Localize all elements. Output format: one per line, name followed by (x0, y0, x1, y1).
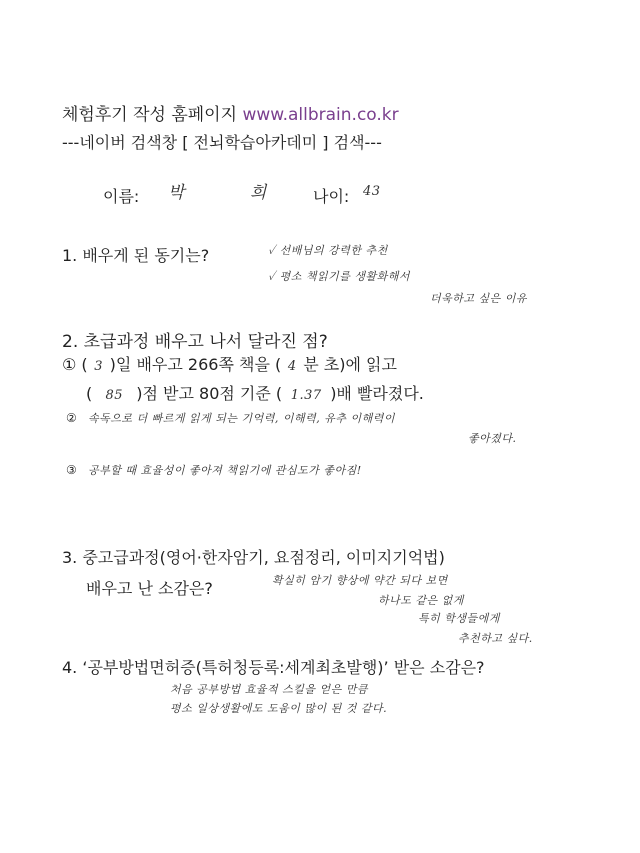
q2-days-value: 3 (94, 359, 104, 374)
q3-answer-3: 특히 학생들에게 (418, 612, 500, 625)
q3-answer-1: 확실히 암기 향상에 약간 되다 보면 (272, 574, 448, 587)
q2-line1-part-a: ① ( (62, 355, 88, 374)
q1-answer-3: 더욱하고 싶은 이유 (430, 292, 528, 305)
header-title (62, 100, 399, 125)
q3-question-line-2: 배우고 난 소감은? (86, 579, 213, 598)
q1-question: 1. 배우게 된 동기는? (62, 246, 210, 265)
q2-line1-part-c: 분 초)에 읽고 (303, 355, 397, 374)
q3-answer-2: 하나도 같은 없게 (378, 594, 464, 607)
q2-line2-part-a: ( (86, 384, 93, 403)
q2-line2-part-b: )점 받고 80점 기준 ( (136, 384, 283, 403)
q3-question-line-1: 3. 중고급과정(영어·한자암기, 요점정리, 이미지기억법) (62, 548, 445, 567)
q2-ratio-value: 1.37 (290, 388, 322, 403)
q2-question: 2. 초급과정 배우고 나서 달라진 점? (62, 332, 328, 352)
q2-line2-part-c: )배 빨라졌다. (330, 384, 424, 403)
name-label: 이름: (103, 187, 140, 206)
q1-answer-2: ✓ 평소 책읽기를 생활화해서 (268, 270, 410, 283)
q1-answer-1: ✓ 선배님의 강력한 추천 (268, 244, 388, 257)
q2-item-3-number: ③ (66, 463, 77, 477)
q2-line-2 (86, 381, 424, 404)
q2-item-3-text: 공부할 때 효율성이 좋아져 책읽기에 관심도가 좋아짐! (88, 464, 362, 477)
homepage-link[interactable]: www.allbrain.co.kr (242, 105, 399, 125)
q2-minutes-value: 4 (287, 359, 297, 374)
q2-item-2-text: 속독으로 더 빠르게 읽게 되는 기억력, 이해력, 유추 이해력이 (88, 412, 395, 425)
name-value: 박 희 (168, 183, 297, 203)
search-instruction: ---네이버 검색창 [ 전뇌학습아카데미 ] 검색--- (62, 133, 382, 152)
q2-line1-part-b: )일 배우고 266쪽 책을 ( (109, 355, 282, 374)
age-value: 43 (363, 184, 381, 199)
q4-answer-1: 처음 공부방법 효율적 스킬을 얻은 만큼 (170, 683, 368, 696)
header-title-text: 체험후기 작성 홈페이지 (62, 105, 243, 125)
q4-question: 4. ‘공부방법면허증(특허청등록:세계최초발행)’ 받은 소감은? (62, 658, 485, 677)
age-label: 나이: (313, 187, 350, 206)
q2-score-value: 85 (105, 388, 124, 403)
q4-answer-2: 평소 일상생활에도 도움이 많이 된 것 같다. (170, 702, 388, 715)
q3-answer-4: 추천하고 싶다. (458, 632, 533, 645)
q2-item-2-number: ② (66, 411, 77, 425)
q2-item-2-text-cont: 좋아졌다. (468, 432, 517, 445)
q2-line-1 (62, 352, 397, 375)
